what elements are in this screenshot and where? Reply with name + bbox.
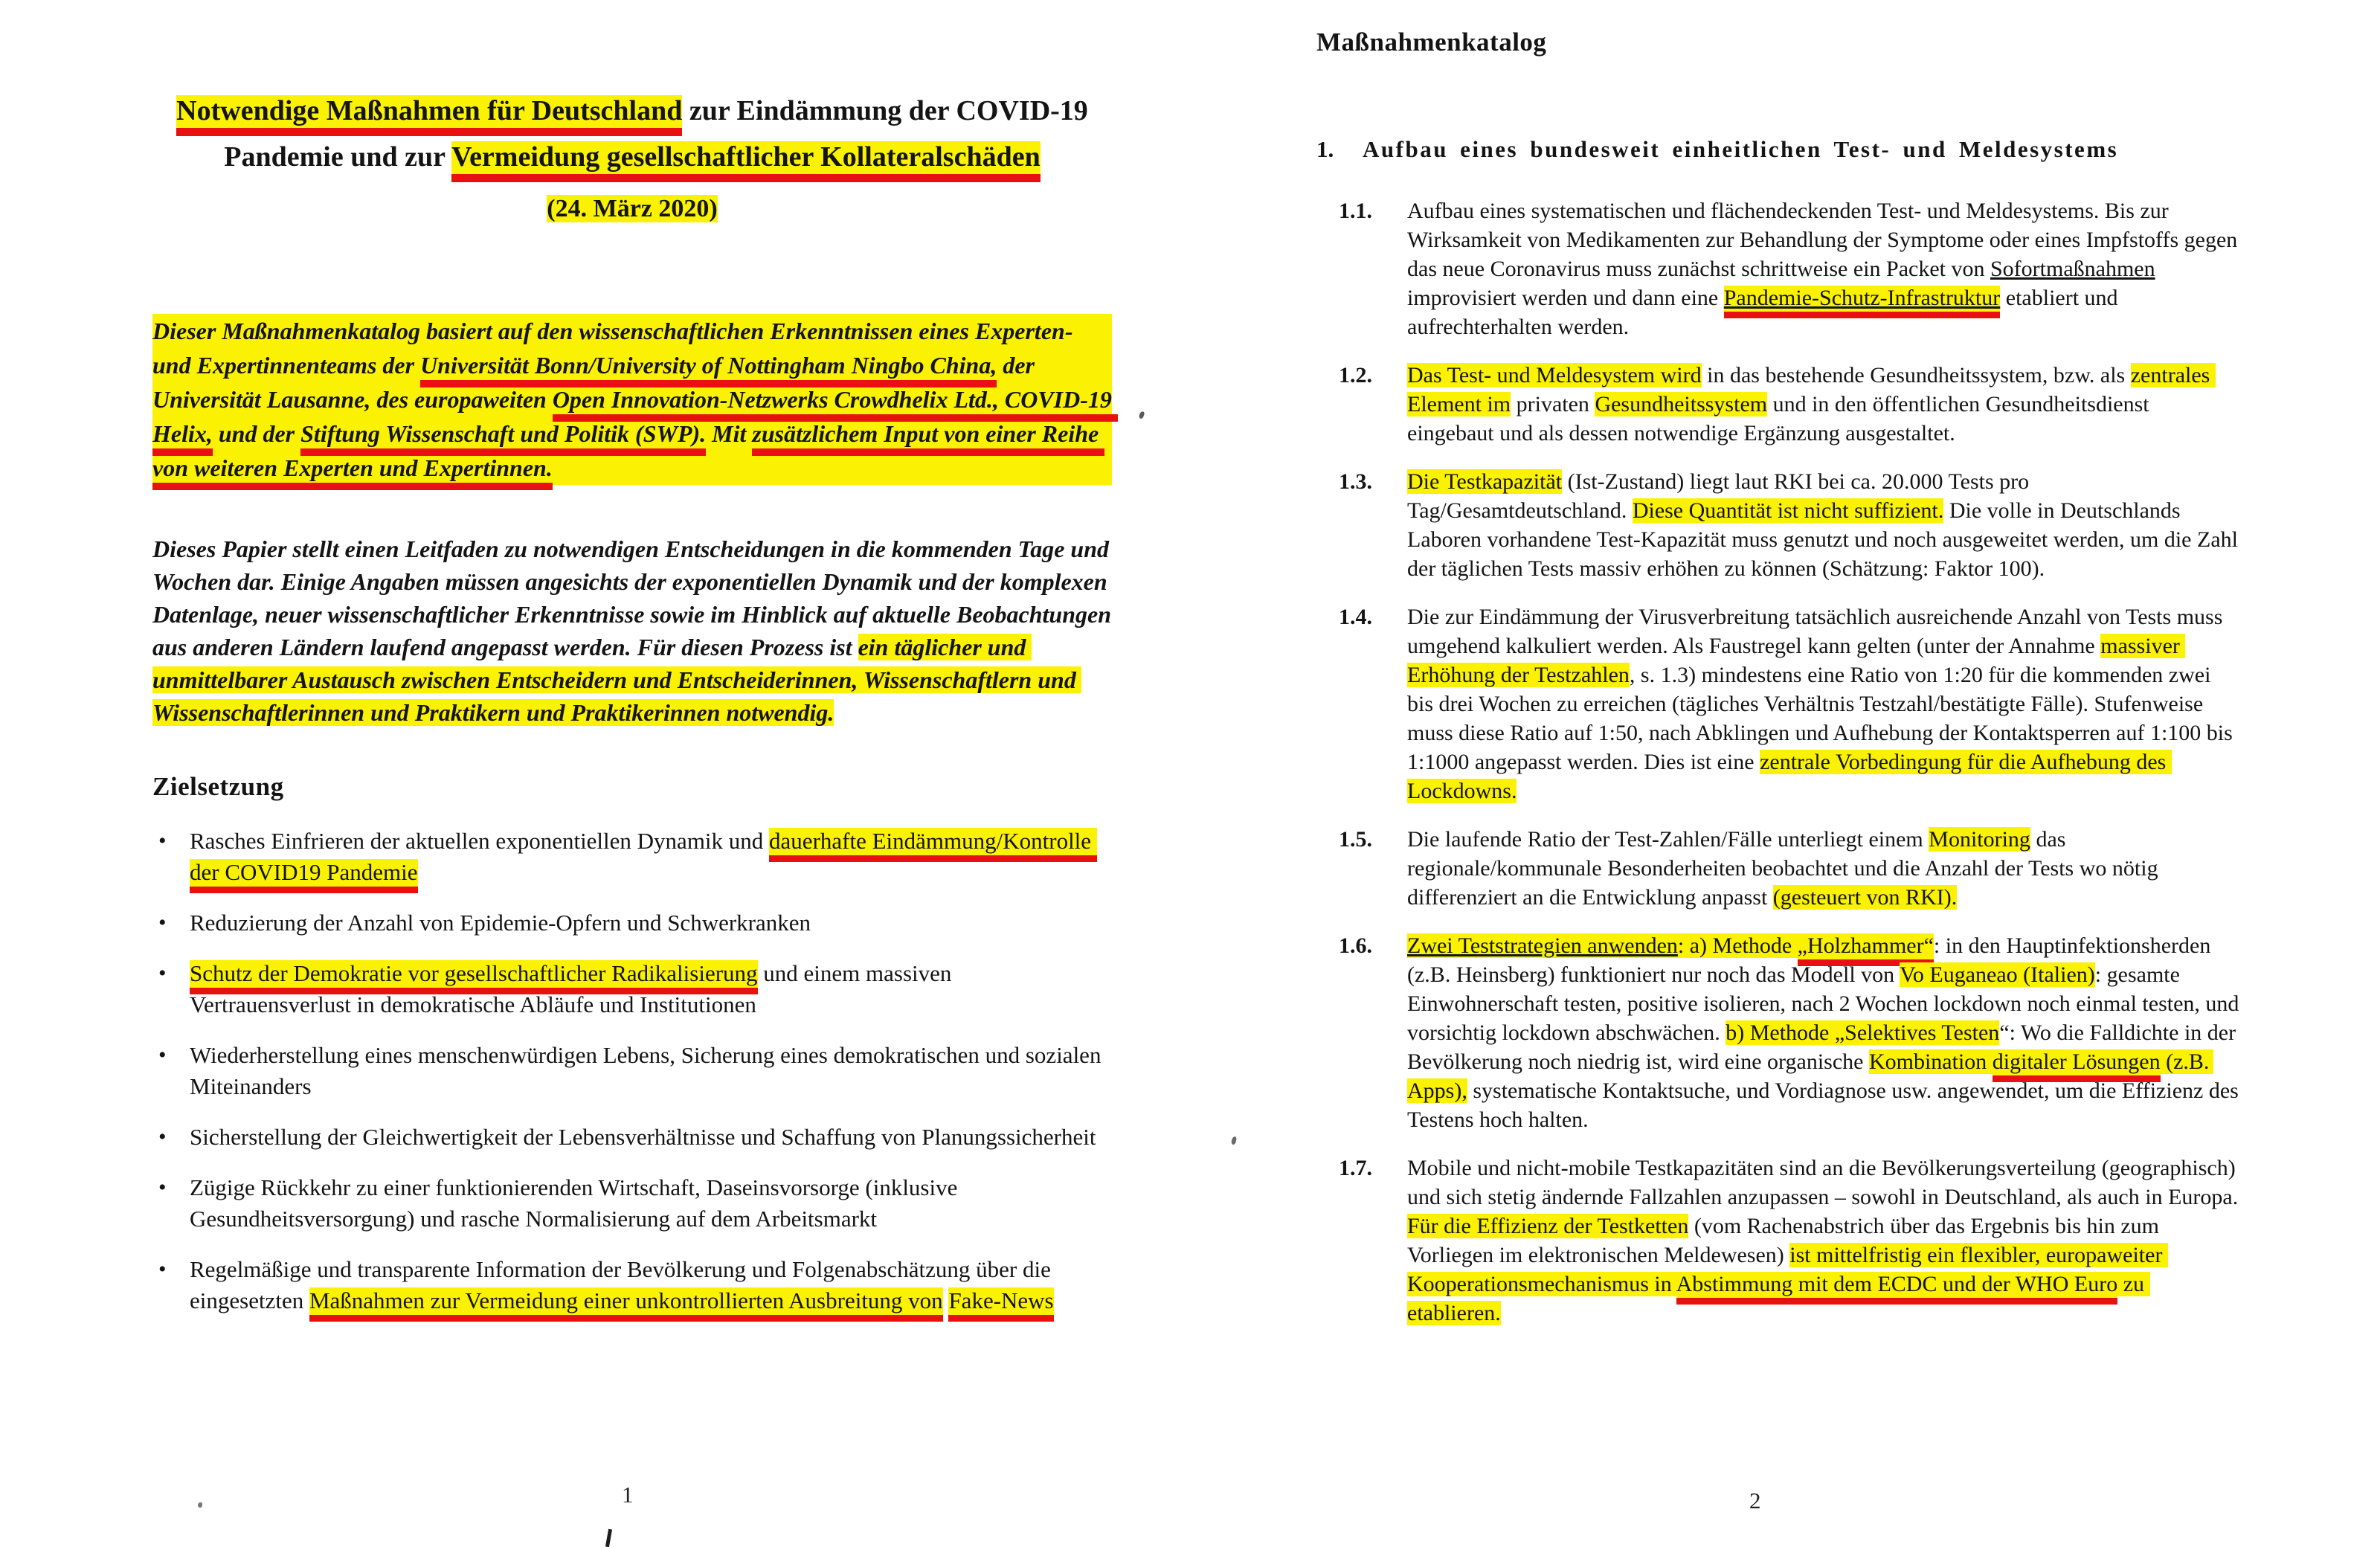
text-run: (24. März 2020) — [547, 195, 718, 222]
scan-artifact — [1231, 1136, 1237, 1145]
text-run: Universität Bonn/University of Nottingham Ningbo China, — [420, 352, 997, 387]
text-run: zentrales Element im — [1407, 363, 2216, 416]
text-run: Die laufende Ratio der Test-Zahlen/Fälle unterliegt einem — [1407, 827, 1929, 852]
goals-heading: Zielsetzung — [152, 772, 284, 801]
measure-item-1-3 — [1316, 467, 2265, 583]
text-run: (z.B. Apps), — [1407, 1049, 2214, 1103]
measure-item-1-2 — [1316, 361, 2265, 448]
goals-list — [152, 826, 1112, 1316]
measure-item-text — [1407, 931, 2245, 1134]
text-run: : gesamte Einwohnerschaft testen, positive isolieren, nach 2 Wochen lockdown noch einmal testen, und vorsichtig lockdown abschwächen. — [1407, 962, 2245, 1045]
scan-artifact — [605, 1529, 612, 1547]
document-title — [152, 88, 1112, 180]
text-run: Notwendige Maßnahmen für Deutschland — [176, 95, 682, 136]
goal-item — [190, 958, 1112, 1020]
measure-item-number: 1.6. — [1339, 933, 1372, 958]
text-run: Maßnahmen zur Vermeidung einer unkontrollierten Ausbreitung von — [309, 1287, 943, 1322]
text-run: Regelmäßige und transparente Information der Bevölkerung und Folgenabschätzung über die eingesetzten — [190, 1256, 1057, 1313]
text-run: Gesundheitssystem — [1595, 392, 1768, 416]
text-run: Dieses Papier stellt einen Leitfaden zu notwendigen Entscheidungen in die kommenden Tage und Wochen dar. Einige Angaben müssen angesichts der exponentiellen Dynamik und der komplexen Datenlage, neuer wissenschaftlicher Erkenntnisse sowie im Hinblick auf aktuelle Beobachtungen aus anderen Ländern laufend angepasst werden. Für diesen Prozess ist — [152, 536, 1117, 660]
text-run: ein täglicher und unmittelbarer Austausch zwischen Entscheidern und Entscheiderinnen, Wissenschaftlern und Wissenschaftlerinnen und Praktikern und Praktikerinnen notwendig. — [152, 634, 1082, 726]
catalog-header: Maßnahmenkatalog — [1316, 28, 1547, 57]
text-run: zu etablieren. — [1407, 1272, 2150, 1325]
text-run: Sicherstellung der Gleichwertigkeit der Lebensverhältnisse und Schaffung von Planungssicherheit — [190, 1124, 1096, 1150]
text-run: Diese Quantität ist nicht suffizient. — [1632, 498, 1944, 523]
goal-item — [190, 1040, 1112, 1102]
text-run: zusätzlichem Input von einer Reihe von weiteren Experten und Expertinnen. — [152, 420, 1104, 490]
text-run: : a) Methode — [1677, 933, 1798, 958]
text-run: Vo Euganeao (Italien) — [1900, 962, 2095, 987]
text-run: Monitoring — [1929, 827, 2030, 852]
text-run: improvisiert werden und dann eine — [1407, 257, 2161, 310]
text-run: : in den Hauptinfektionsherden (z.B. Heinsberg) funktioniert nur noch das Modell von — [1407, 933, 2216, 987]
text-run: privaten — [1511, 392, 1595, 416]
text-run: Wiederherstellung eines menschenwürdigen Lebens, Sicherung eines demokratischen und sozialen Miteinanders — [190, 1042, 1107, 1099]
text-run: digitaler Lösungen — [1993, 1049, 2161, 1082]
goal-item — [190, 907, 1112, 939]
text-run: Reduzierung der Anzahl von Epidemie-Opfern und Schwerkranken — [190, 910, 811, 936]
text-run: zentrale Vorbedingung für die Aufhebung des Lockdowns. — [1407, 750, 2172, 803]
measure-item-number: 1.5. — [1339, 827, 1372, 852]
text-run: Vermeidung gesellschaftlicher Kollateralschäden — [451, 141, 1041, 182]
text-run: Pandemie und zur — [224, 141, 452, 173]
document-date — [152, 192, 1112, 226]
text-run: Fake-News — [948, 1287, 1053, 1322]
text-run: Zügige Rückkehr zu einer funktionierenden Wirtschaft, Daseinsvorsorge (inklusive Gesundheitsversorgung) und rasche Normalisierung auf dem Arbeitsmarkt — [190, 1174, 964, 1232]
text-run: zur Eindämmung der COVID-19 — [682, 95, 1088, 126]
text-run: Die zur Eindämmung der Virusverbreitung tatsächlich ausreichende Anzahl von Tests muss umgehend kalkuliert werden. Als Faustregel kann gelten (unter der Annahme — [1407, 605, 2228, 658]
text-run: das regionale/kommunale Besonderheiten beobachtet und die Anzahl der Tests wo nötig differenziert an die Entwicklung anpasst — [1407, 827, 2164, 910]
page-2 — [1316, 0, 2265, 1347]
intro-paragraph-sources — [152, 314, 1118, 485]
measure-item-1-7 — [1316, 1154, 2265, 1328]
scan-artifact — [198, 1502, 202, 1508]
goal-item — [190, 1254, 1112, 1316]
text-run: und in den öffentlichen Gesundheitsdienst eingebaut und als dessen notwendige Ergänzung ausgestaltet. — [1407, 392, 2155, 446]
text-run: “: Wo die Falldichte in der Bevölkerung noch niedrig ist, wird eine organische — [1407, 1020, 2242, 1074]
document-title-line-2 — [152, 134, 1112, 180]
text-run: massiver Erhöhung der Testzahlen — [1407, 634, 2186, 687]
text-run: und einem massiven Vertrauensverlust in demokratische Abläufe und Institutionen — [190, 960, 957, 1017]
text-run: Dieser Maßnahmenkatalog basiert auf den wissenschaftlichen Erkenntnissen eines Experten- und Expertinnenteams der — [152, 318, 1079, 379]
text-run: Für die Effizienz der Testketten — [1407, 1214, 1689, 1238]
text-run: etabliert und aufrechterhalten werden. — [1407, 286, 2124, 339]
text-run: (Ist-Zustand) liegt laut RKI bei ca. 20.000 Tests pro Tag/Gesamtdeutschland. — [1407, 469, 2035, 523]
text-run: ist mittelfristig ein flexibler, europaweiter Kooperationsmechanismus in — [1407, 1243, 2168, 1296]
document-title-line-1 — [152, 88, 1112, 134]
measures-list — [1316, 196, 2265, 1328]
measure-item-1-4 — [1316, 602, 2265, 805]
measure-item-number: 1.7. — [1339, 1156, 1372, 1180]
text-run: „Holzhammer“ — [1798, 933, 1934, 966]
measure-item-1-5 — [1316, 825, 2265, 912]
text-run: und der — [212, 420, 301, 447]
measure-item-text — [1407, 196, 2243, 341]
measure-item-number: 1.2. — [1339, 363, 1372, 387]
measure-item-1-6 — [1316, 931, 2265, 1134]
text-run: Stiftung Wissenschaft und Politik (SWP). — [300, 420, 706, 456]
text-run: systematische Kontaktsuche, und Vordiagnose usw. angewendet, um die Effizienz des Testens hoch halten. — [1407, 1078, 2244, 1132]
text-run: Abstimmung mit dem ECDC und der WHO Euro — [1676, 1272, 2118, 1305]
goal-item — [190, 826, 1112, 888]
measure-item-number: 1.1. — [1339, 199, 1372, 223]
page-number-1: 1 — [622, 1482, 634, 1508]
page-1 — [152, 0, 1118, 1336]
goal-item — [190, 1172, 1112, 1235]
section-1-title: Aufbau eines bundesweit einheitlichen Test- und Meldesystems — [1363, 136, 2119, 162]
text-run: Das Test- und Meldesystem wird — [1407, 363, 1702, 387]
measure-item-number: 1.4. — [1339, 605, 1372, 629]
intro-paragraph-guideline — [152, 533, 1117, 729]
page-number-2: 2 — [1749, 1488, 1761, 1514]
measure-item-number: 1.3. — [1339, 469, 1372, 494]
text-run: (gesteuert von RKI). — [1772, 885, 1958, 910]
measure-item-text — [1407, 1154, 2244, 1328]
text-run: Mit — [706, 420, 753, 447]
text-run: Sofortmaßnahmen — [1990, 257, 2155, 281]
section-1-heading — [1316, 134, 2265, 165]
measure-item-text — [1407, 361, 2240, 448]
text-run: dauerhafte Eindämmung/Kontrolle der COVID19 Pandemie — [190, 828, 1097, 893]
text-run: b) Methode „Selektives Testen — [1726, 1020, 2000, 1045]
text-run: Open Innovation-Netzwerks Crowdhelix Ltd., COVID-19 Helix, — [152, 386, 1118, 456]
text-run: , s. 1.3) mindestens eine Ratio von 1:20 für die kommenden zwei bis drei Wochen zu erreichen (tägliches Verhältnis Testzahl/bestätigte Fälle). Stufenweise muss diese Ratio auf 1:50, nach Abklingen und Aufhebung der Kontaktsperren auf 1:100 bis 1:1000 angepasst werden. Dies ist eine — [1407, 663, 2239, 774]
scan-artifact — [1139, 411, 1145, 419]
text-run: (vom Rachenabstrich über das Ergebnis bis hin zum Vorliegen im elektronischen Meldewesen) — [1407, 1214, 2164, 1267]
measure-item-1-1 — [1316, 196, 2265, 341]
section-1-number: 1. — [1316, 136, 1334, 162]
text-run: der Universität Lausanne, des europaweiten — [152, 352, 1041, 413]
text-run: Schutz der Demokratie vor gesellschaftlicher Radikalisierung — [190, 960, 758, 994]
measure-item-text — [1407, 467, 2244, 583]
text-run: Die volle in Deutschlands Laboren vorhandene Test-Kapazität muss genutzt und noch ausgeweitet werden, um die Zahl der täglichen Tests massiv erhöhen zu können (Schätzung: Faktor 100). — [1407, 498, 2244, 581]
measure-item-text — [1407, 825, 2240, 912]
measure-item-text — [1407, 602, 2240, 805]
goal-item — [190, 1122, 1112, 1153]
text-run: in das bestehende Gesundheitssystem, bzw. als — [1701, 363, 2131, 387]
text-run: Aufbau eines systematischen und flächendeckenden Test- und Meldesystems. Bis zur Wirksamkeit von Medikamenten zur Behandlung der Symptome oder eines Impfstoffs gegen das neue Coronavirus muss zunächst schrittweise ein Packet von — [1407, 199, 2243, 281]
text-run: Pandemie-Schutz-Infrastruktur — [1724, 286, 2001, 318]
text-run: Kombination — [1868, 1049, 1993, 1074]
text-run: Rasches Einfrieren der aktuellen exponentiellen Dynamik und — [190, 828, 770, 854]
text-run: Zwei Teststrategien anwenden — [1407, 933, 1678, 958]
text-run: Die Testkapazität — [1407, 469, 1563, 494]
text-run: Mobile und nicht-mobile Testkapazitäten sind an die Bevölkerungsverteilung (geographisch) und sich stetig ändernde Fallzahlen anzupassen – sowohl in Deutschland, als auch in Europa. — [1407, 1156, 2244, 1209]
